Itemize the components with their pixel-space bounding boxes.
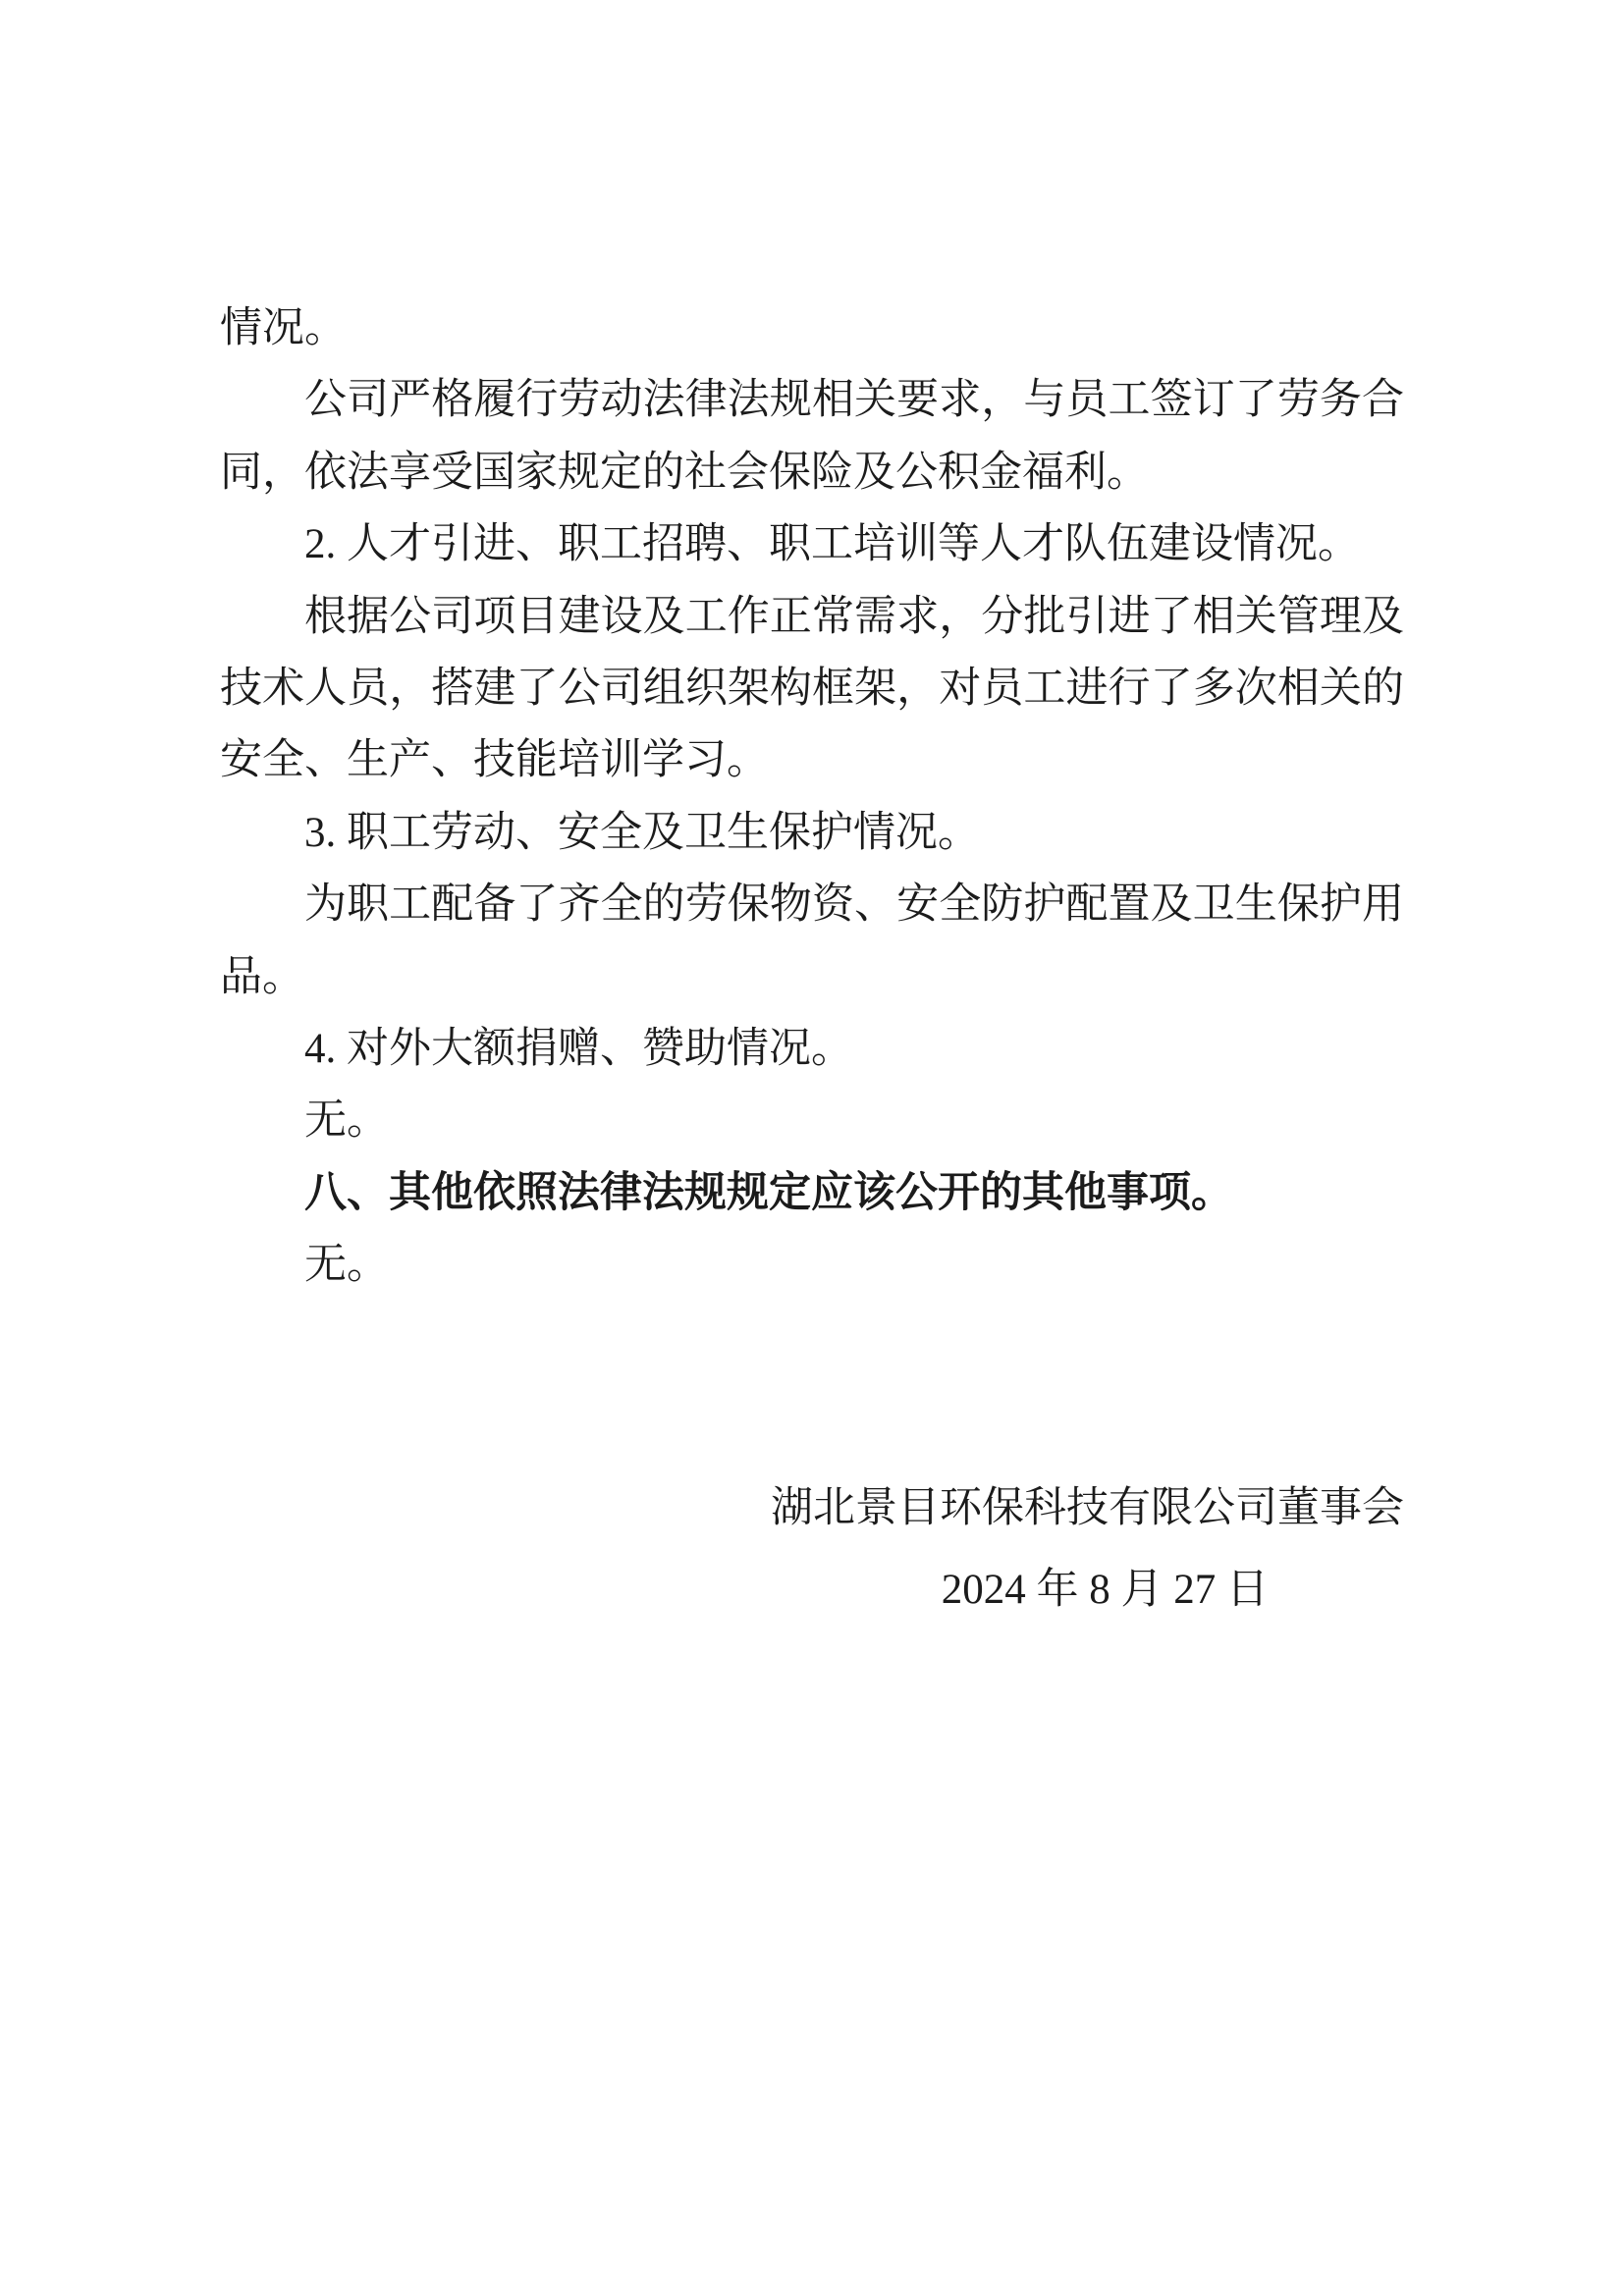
signature-block xyxy=(220,1468,1404,1630)
signature-company: 湖北景目环保科技有限公司董事会 xyxy=(771,1485,1404,1531)
body-line: 无。 xyxy=(304,1242,389,1289)
body-line: 2. 人才引进、职工招聘、职工培训等人才队伍建设情况。 xyxy=(304,521,1360,568)
body-line: 技术人员，搭建了公司组织架构框架，对员工进行了多次相关的 xyxy=(220,666,1404,713)
body-line: 4. 对外大额捐赠、赞助情况。 xyxy=(304,1026,853,1073)
document-body xyxy=(220,293,1404,1302)
body-line: 安全、生产、技能培训学习。 xyxy=(220,737,769,784)
section-heading: 八、其他依照法律法规规定应该公开的其他事项。 xyxy=(304,1169,1233,1216)
body-line: 为职工配备了齐全的劳保物资、安全防护配置及卫生保护用 xyxy=(304,881,1404,929)
body-line: 3. 职工劳动、安全及卫生保护情况。 xyxy=(304,809,980,856)
body-line: 公司严格履行劳动法律法规相关要求，与员工签订了劳务合 xyxy=(304,377,1404,424)
body-line: 品。 xyxy=(220,953,304,1000)
body-line: 同，依法享受国家规定的社会保险及公积金福利。 xyxy=(220,449,1149,496)
body-line: 根据公司项目建设及工作正常需求，分批引进了相关管理及 xyxy=(304,593,1404,640)
signature-date: 2024 年 8 月 27 日 xyxy=(941,1567,1269,1613)
body-line: 无。 xyxy=(304,1097,389,1145)
body-line: 情况。 xyxy=(220,305,347,351)
